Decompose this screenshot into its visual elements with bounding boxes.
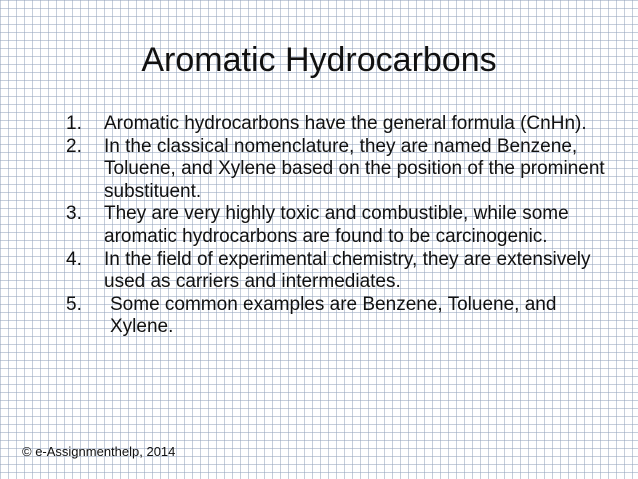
list-item-text: Aromatic hydrocarbons have the general formula (CnHn).: [104, 113, 587, 134]
list-item-number: 4.: [66, 248, 82, 270]
numbered-list: [66, 113, 606, 339]
list-item-text: In the field of experimental chemistry, they are extensively used as carriers and intermediates.: [104, 248, 591, 293]
copyright-footer: © e-Assignmenthelp, 2014: [22, 444, 176, 459]
list-item-text: In the classical nomenclature, they are named Benzene, Toluene, and Xylene based on the position of the prominent substituent.: [104, 135, 605, 202]
list-item: [66, 136, 606, 204]
list-item: [66, 203, 606, 248]
list-item-number: 1.: [66, 113, 82, 134]
list-item-text: They are very highly toxic and combustible, while some aromatic hydrocarbons are found to be carcinogenic.: [104, 203, 569, 247]
list-item: [66, 294, 606, 339]
list-item: [66, 249, 606, 294]
list-item-number: 5.: [66, 293, 82, 315]
list-item: [66, 113, 606, 136]
slide-title: Aromatic Hydrocarbons: [141, 41, 497, 79]
list-item-text: Some common examples are Benzene, Toluene, and Xylene.: [110, 293, 557, 338]
list-item-number: 3.: [66, 203, 82, 225]
list-item-number: 2.: [66, 135, 82, 157]
